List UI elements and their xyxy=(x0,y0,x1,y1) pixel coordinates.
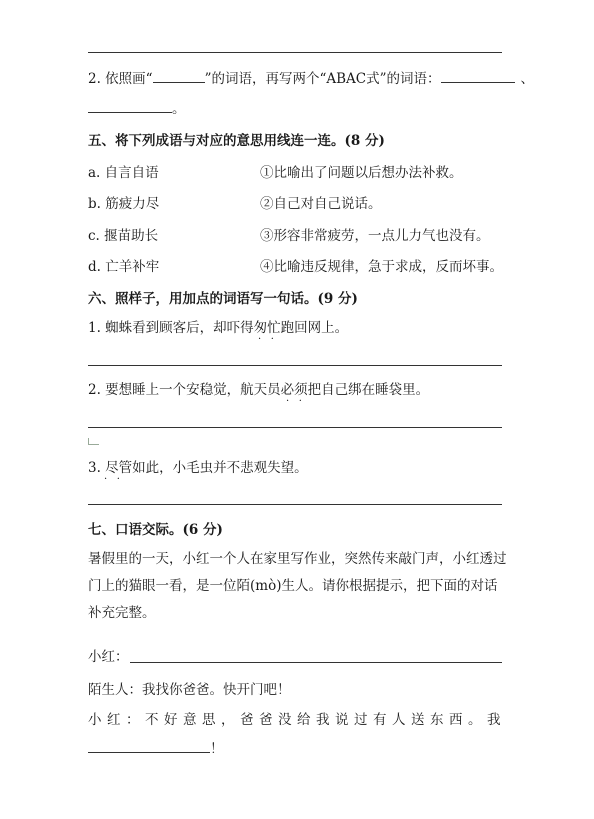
q2-sep: 、 xyxy=(520,71,535,87)
emphasis-dots-1: · · xyxy=(258,334,274,345)
answer-line-7-1[interactable] xyxy=(130,662,502,663)
section-6-item-2: 2. 要想睡上一个安稳觉，航天员必须把自己绑在睡袋里。 xyxy=(88,382,430,398)
q2-middle: ”的词语，再写两个“ABAC式”的词语： xyxy=(204,71,441,87)
section-5-title: 五、将下列成语与对应的意思用线连一连。(8 分) xyxy=(88,133,385,149)
section-7-title: 七、口语交际。(6 分) xyxy=(88,522,223,538)
edit-mark xyxy=(88,438,99,445)
section-7-intro: 暑假里的一天，小红一个人在家里写作业，突然传来敲门声，小红透过门上的猫眼一看，是一位陌(mò)生人。请你根据提示，把下面的对话补充完整。 xyxy=(88,551,507,621)
emphasis-dots-2: · · xyxy=(286,396,302,407)
dialogue-xiaohong-1 xyxy=(88,648,129,666)
speaker-xiaohong: 小红： xyxy=(88,649,129,665)
dialogue-end: ！ xyxy=(210,741,224,757)
question-2-line-2 xyxy=(88,100,186,118)
answer-blank-7-2[interactable] xyxy=(88,740,210,753)
dialogue-stranger: 陌生人：我找你爸爸。快开门吧！ xyxy=(88,682,291,698)
idiom-b[interactable]: b. 筋疲力尽 xyxy=(88,196,160,212)
idiom-a[interactable]: a. 自言自语 xyxy=(88,165,159,181)
section-6-item-1: 1. 蜘蛛看到顾客后，却吓得匆忙跑回网上。 xyxy=(88,320,349,336)
answer-line-top xyxy=(88,52,502,53)
idiom-c[interactable]: c. 揠苗助长 xyxy=(88,228,159,244)
answer-line-6-2[interactable] xyxy=(88,427,502,428)
question-2-line-1 xyxy=(88,70,534,88)
q2-blank-1[interactable] xyxy=(441,70,515,83)
meaning-4[interactable]: ④比喻违反规律，急于求成，反而坏事。 xyxy=(260,259,503,275)
q2-end: 。 xyxy=(172,101,186,117)
dialogue-xiaohong-2-cont xyxy=(88,740,224,758)
q2-blank-2[interactable] xyxy=(88,100,172,113)
meaning-3[interactable]: ③形容非常疲劳，一点儿力气也没有。 xyxy=(260,228,490,244)
q2-prefix: 2. 依照画“ xyxy=(88,71,153,87)
meaning-1[interactable]: ①比喻出了问题以后想办法补救。 xyxy=(260,165,463,181)
q2-blank-word[interactable] xyxy=(153,70,205,83)
emphasis-dots-3: · · xyxy=(104,474,120,485)
idiom-d[interactable]: d. 亡羊补牢 xyxy=(88,259,160,275)
section-6-title: 六、照样子，用加点的词语写一句话。(9 分) xyxy=(88,291,358,307)
answer-line-6-3[interactable] xyxy=(88,504,502,505)
answer-line-6-1[interactable] xyxy=(88,365,502,366)
meaning-2[interactable]: ②自己对自己说话。 xyxy=(260,196,382,212)
section-6-item-3: 3. 尽管如此，小毛虫并不悲观失望。 xyxy=(88,460,308,476)
dialogue-xiaohong-2: 小红：不好意思，爸爸没给我说过有人送东西。我 xyxy=(88,712,506,728)
